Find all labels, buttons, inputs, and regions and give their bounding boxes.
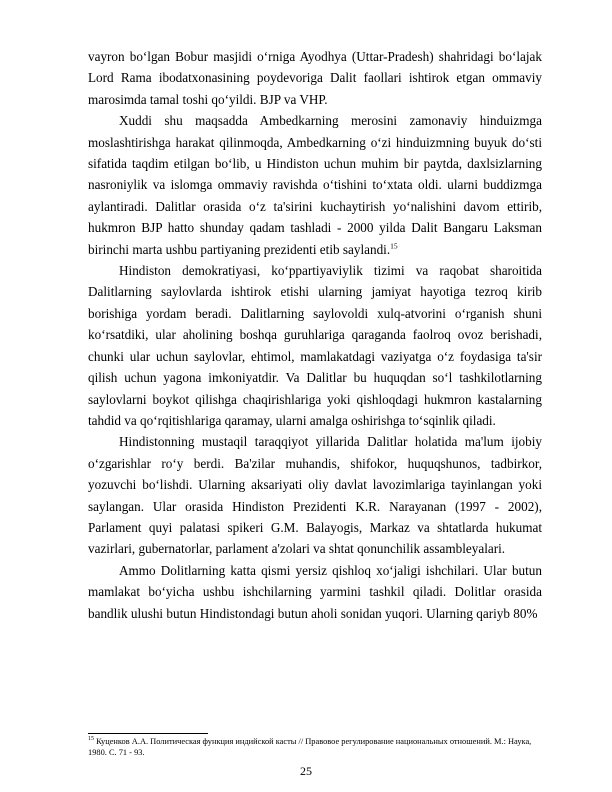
- paragraph-2: [88, 110, 542, 260]
- footnote-reference[interactable]: 15: [390, 241, 398, 251]
- footnote-separator: [88, 733, 208, 734]
- footnote-number: 15: [88, 736, 94, 743]
- footnote: [88, 736, 542, 758]
- paragraph-5-text: Ammo Dolitlarning katta qismi yersiz qishloq xo‘jaligi ishchilari. Ular butun mamlakat bo‘yicha ushbu ishchilarning yarmini tashkil qiladi. Dolitlar orasida bandlik ulushi butun Hindistondagi butun aholi sonidan yuqori. Ularning qariyb 80%: [88, 562, 542, 621]
- paragraph-4-text: Hindistonning mustaqil taraqqiyot yillarida Dalitlar holatida ma'lum ijobiy o‘zgarishlar ro‘y berdi. Ba'zilar muhandis, shifokor, huquqshunos, tadbirkor, yozuvchi bo‘lishdi. Ularning aksariyati oliy davlat lavozimlariga tayinlangan yoki saylangan. Ular orasida Hindiston Prezidenti K.R. Narayanan (1997 - 2002), Parlament quyi palatasi spikeri G.M. Balayogis, Markaz va shtatlarda hukumat vazirlari, gubernatorlar, parlament a'zolari va shtat qonunchilik assambleyalari.: [88, 434, 542, 557]
- page-number: 25: [300, 764, 312, 778]
- paragraph-2-text: Xuddi shu maqsadda Ambedkarning merosini zamonaviy hinduizmga moslashtirishga harakat qilinmoqda, Ambedkarning o‘zi hinduizmning buyuk do‘sti sifatida taqdim etilgan bo‘lib, u Hindiston uchun muhim bir paytda, daxlsizlarning nasroniylik va islomga ommaviy ravishda o‘tishini to‘xtata oldi. ularni buddizmga aylantiradi. Dalitlar orasida o‘z ta'sirini kuchaytirish yo‘nalishini davom ettirib, hukmron BJP hatto shunday qadam tashladi - 2000 yilda Dalit Bangaru Laksman birinchi marta ushbu partiyaning prezidenti etib saylandi.: [88, 113, 542, 257]
- document-body: [88, 46, 542, 624]
- paragraph-3-text: Hindiston demokratiyasi, ko‘ppartiyaviylik tizimi va raqobat sharoitida Dalitlarning saylovlarda ishtirok etishi ularning jamiyat hayotiga tezroq kirib borishiga yordam beradi. Dalitlarning saylovoldi xulq-atvorini o‘rganish shuni ko‘rsatdiki, ular aholining boshqa guruhlariga qaraganda faolroq ovoz berishadi, chunki ular uchun saylovlar, ehtimol, mamlakatdagi vaziyatga o‘z foydasiga ta'sir qilish uchun yagona imkoniyatdir. Va Dalitlar bu huquqdan so‘l tashkilotlarning saylovlarni boykot qilishga chaqirishlariga yoki qishloqdagi hukmron kastalarning tahdid va qo‘rqitishlariga qaramay, ularni amalga oshirishga to‘sqinlik qiladi.: [88, 263, 542, 428]
- paragraph-5: [88, 560, 542, 624]
- paragraph-4: [88, 431, 542, 559]
- footnote-text: Куценков А.А. Политическая функция индийской касты // Правовое регулирование национальных отношений. М.: Наука, 1980. С. 71 - 93.: [88, 737, 532, 758]
- paragraph-1-text: vayron bo‘lgan Bobur masjidi o‘rniga Ayodhya (Uttar-Pradesh) shahridagi bo‘lajak Lord Rama ibodatxonasining poydevoriga Dalit faollari ishtirok etgan ommaviy marosimda tamal toshi qo‘yildi. BJP va VHP.: [88, 49, 542, 107]
- paragraph-3: [88, 260, 542, 431]
- paragraph-1: [88, 46, 542, 110]
